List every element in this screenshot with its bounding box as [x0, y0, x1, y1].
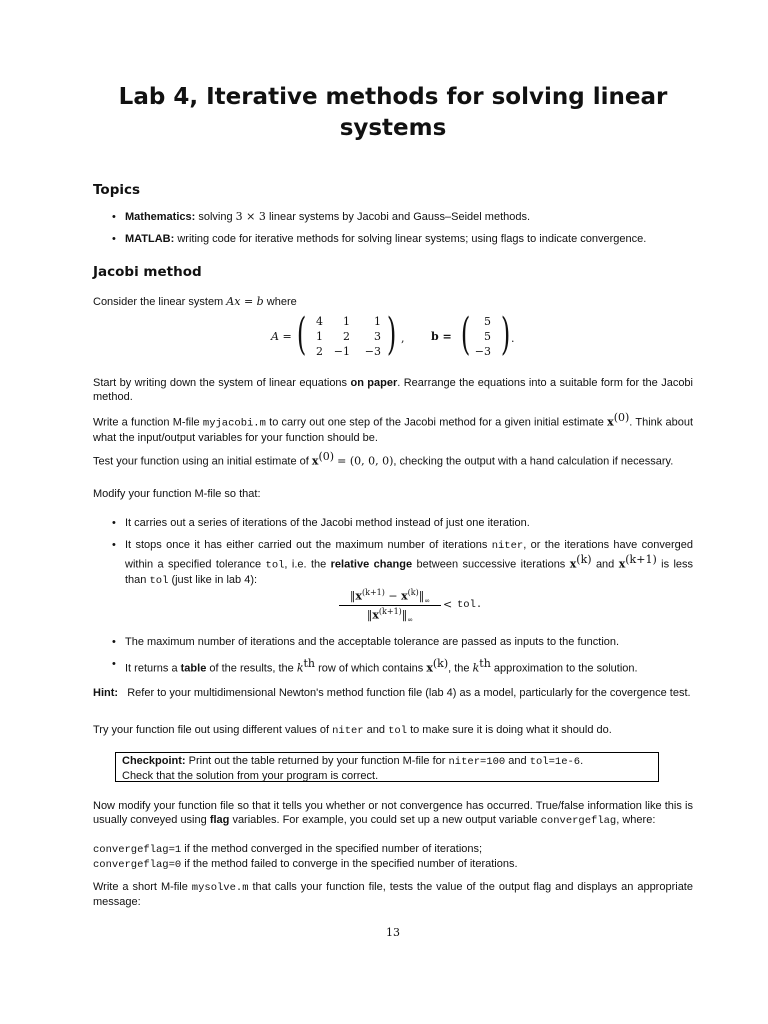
- page-title: Lab 4, Iterative methods for solving linear systems: [118, 84, 668, 141]
- flag-line-0: convergeflag=0 if the method failed to converge in the specified number of iterations.: [93, 858, 518, 871]
- bullet-series-iterations: • It carries out a series of iterations of the Jacobi method instead of just one iteration.: [112, 517, 530, 529]
- matrix-equation: A = ( 4 1 1 1 2 3 2 −1 −3 ) , b = ( 5 5 −3 ) .: [271, 309, 515, 360]
- relative-change-formula: $‖x^{(k+1)}$ − $x^{(k)}‖_\infty$ $‖x^{(k+1)}‖_\infty$ < tol.: [339, 588, 499, 628]
- bullet-icon: •: [112, 517, 116, 529]
- hint-paragraph: Hint: Refer to your multidimensional Newton's method function file (lab 4) as a model, particularly for the covergence test.: [93, 687, 691, 699]
- bullet-stopping-criterion: • It stops once it has either carried out the maximum number of iterations niter, or the iterations have converged within a specified tolerance tol, i.e. the relative change between successive iterations $x^{(k)}$ and $x^{(k+1)}$ is less than tol (just like in lab 4):: [112, 539, 694, 587]
- topics-heading: Topics: [93, 182, 141, 198]
- page-number: 13: [386, 926, 400, 939]
- mysolve-paragraph: Write a short M-file mysolve.m that calls your function file, tests the value of the output flag and displays an appropriate message:: [93, 881, 693, 908]
- left-paren-icon: (: [460, 309, 471, 360]
- matrix-a-label: A =: [271, 330, 292, 343]
- paragraph-myjacobi: Write a function M-file myjacobi.m to carry out one step of the Jacobi method for a given initial estimate $x^{(0)}$. Think about what the input/output variables for your function should be.: [93, 411, 694, 444]
- bullet-icon: •: [112, 211, 116, 223]
- intro-paragraph: Consider the linear system Ax = b where: [93, 295, 297, 308]
- try-paragraph: Try your function file out using different values of niter and tol to make sure it is doing what it should do.: [93, 724, 612, 737]
- bullet-icon: •: [112, 539, 116, 551]
- flag-line-1: convergeflag=1 if the method converged in the specified number of iterations;: [93, 843, 483, 856]
- right-paren-icon: ): [386, 309, 397, 360]
- paragraph-on-paper: Start by writing down the system of linear equations on paper. Rearrange the equations into a suitable form for the Jacobi method.: [93, 377, 693, 403]
- bullet-icon: •: [112, 636, 116, 648]
- paragraph-modify: Modify your function M-file so that:: [93, 488, 261, 500]
- flag-paragraph: Now modify your function file so that it tells you whether or not convergence has occurred. True/false information like this is usually conveyed using flag variables. For example, you could set up a new output variable convergeflag, where:: [93, 800, 693, 827]
- topic-item-matlab: • MATLAB: writing code for iterative methods for solving linear systems; using flags to indicate convergence.: [112, 233, 647, 245]
- bullet-table: • It returns a table of the results, the $k^{th}$ row of which contains $x^{(k)}$, the $k^{th}$ approximation to the solution.: [112, 657, 638, 675]
- bullet-icon: •: [112, 233, 116, 245]
- vector-b-label: b =: [431, 330, 452, 343]
- bullet-inputs: • The maximum number of iterations and the acceptable tolerance are passed as inputs to the function.: [112, 636, 620, 648]
- left-paren-icon: (: [296, 309, 307, 360]
- checkpoint-box: Checkpoint: Print out the table returned by your function M-file for niter=100 and tol=1e-6. Check that the solution from your program is correct.: [115, 752, 659, 782]
- right-paren-icon: ): [500, 309, 511, 360]
- bullet-icon: •: [112, 658, 116, 670]
- jacobi-heading: Jacobi method: [93, 264, 202, 280]
- topic-item-mathematics: • Mathematics: solving 3 × 3 linear systems by Jacobi and Gauss–Seidel methods.: [112, 210, 531, 223]
- paragraph-test: Test your function using an initial estimate of $x^{(0)} = (0$, 0, 0), checking the output with a hand calculation if necessary.: [93, 450, 674, 468]
